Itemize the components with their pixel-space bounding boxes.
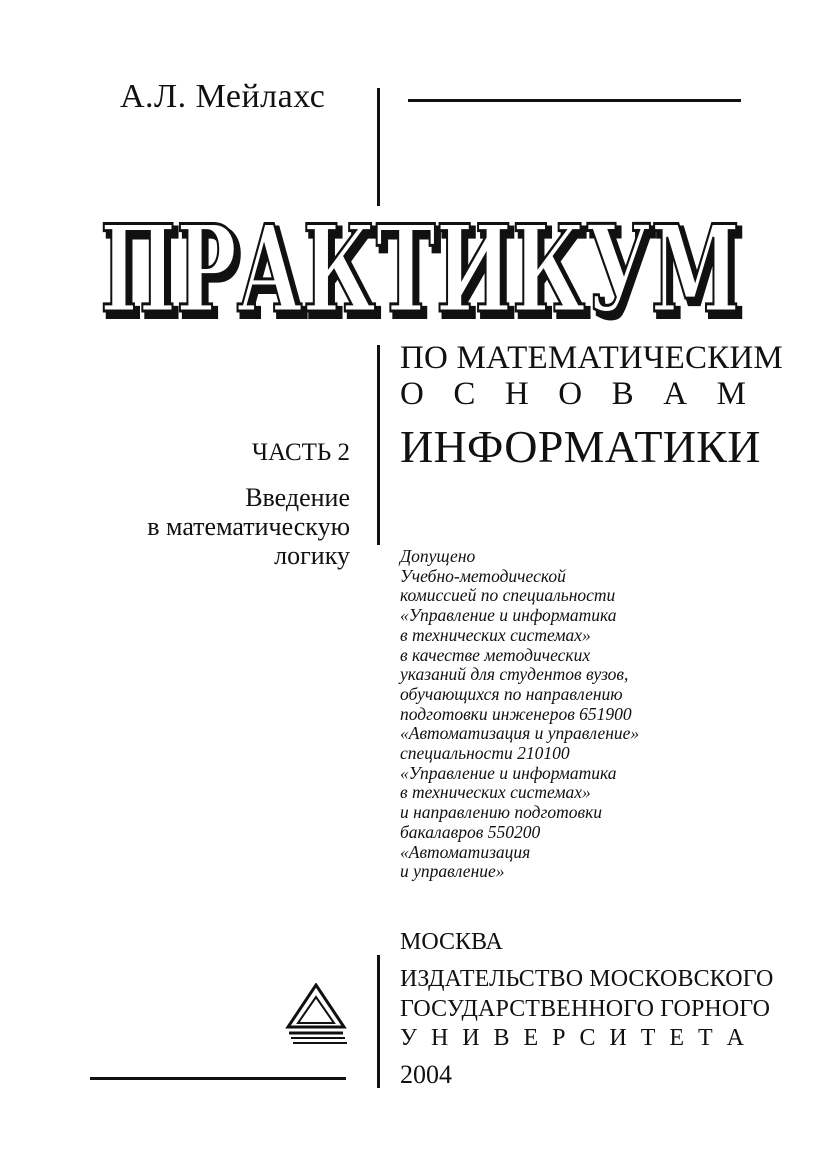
subtitle-letter: О bbox=[400, 376, 424, 412]
publisher-line-1: ИЗДАТЕЛЬСТВО МОСКОВСКОГО bbox=[400, 966, 774, 992]
part-subtitle-line: логику bbox=[274, 541, 350, 570]
approval-line: бакалавров 550200 bbox=[400, 821, 541, 842]
publisher-letter: Е bbox=[523, 1025, 539, 1051]
part-subtitle bbox=[50, 483, 350, 570]
approval-line: в качестве методических bbox=[400, 644, 591, 665]
subtitle-letter: А bbox=[663, 376, 688, 412]
part-subtitle-line: Введение bbox=[245, 483, 350, 512]
publisher-line-3 bbox=[400, 1025, 744, 1052]
approval-line: «Управление и информатика bbox=[400, 605, 617, 626]
subtitle-letter: Н bbox=[504, 376, 529, 412]
approval-line: и управление» bbox=[400, 861, 505, 882]
approval-line: указаний для студентов вузов, bbox=[400, 664, 629, 685]
subtitle-letter: В bbox=[611, 376, 634, 412]
subtitle-letter: С bbox=[453, 376, 476, 412]
subtitle-line-2 bbox=[400, 376, 746, 413]
bottom-horizontal-rule bbox=[90, 1077, 346, 1080]
publication-year: 2004 bbox=[400, 1060, 452, 1089]
top-horizontal-rule bbox=[408, 99, 741, 102]
approval-line: «Управление и информатика bbox=[400, 762, 617, 783]
publisher-letter: А bbox=[726, 1025, 744, 1051]
approval-line: в технических системах» bbox=[400, 624, 591, 645]
publisher-letter: Н bbox=[430, 1025, 449, 1051]
approval-line: обучающихся по направлению bbox=[400, 683, 623, 704]
approval-line: Допущено bbox=[400, 546, 476, 566]
publisher-city: МОСКВА bbox=[400, 929, 503, 955]
publisher-letter: Е bbox=[669, 1025, 685, 1051]
approval-line: Учебно-методической bbox=[400, 565, 566, 586]
title-outline: ПРАКТИКУМ bbox=[100, 199, 740, 340]
publisher-letter: И bbox=[462, 1025, 480, 1051]
bottom-vertical-rule bbox=[377, 955, 380, 1088]
publisher-letter: И bbox=[609, 1025, 627, 1051]
author-name: А.Л. Мейлахс bbox=[120, 78, 326, 115]
approval-line: специальности 210100 bbox=[400, 743, 570, 764]
publisher-letter: С bbox=[579, 1025, 596, 1051]
approval-note bbox=[400, 547, 700, 882]
part-label: ЧАСТЬ 2 bbox=[251, 439, 350, 466]
approval-line: в технических системах» bbox=[400, 782, 591, 803]
subtitle-letter: М bbox=[716, 376, 746, 412]
publisher-letter: Р bbox=[552, 1025, 566, 1051]
approval-line: комиссией по специальности bbox=[400, 585, 616, 606]
title-shadow: ПРАКТИКУМ bbox=[104, 204, 744, 345]
subtitle-letter: О bbox=[558, 376, 583, 412]
publisher-letter: У bbox=[400, 1025, 417, 1051]
approval-line: «Автоматизация и управление» bbox=[400, 723, 640, 744]
subtitle-line-3: ИНФОРМАТИКИ bbox=[400, 421, 761, 472]
publisher-line-2: ГОСУДАРСТВЕННОГО ГОРНОГО bbox=[400, 996, 771, 1022]
approval-line: и направлению подготовки bbox=[400, 802, 603, 823]
approval-line: «Автоматизация bbox=[400, 841, 531, 862]
part-subtitle-line: в математическую bbox=[147, 512, 350, 541]
publisher-letter: Т bbox=[697, 1025, 713, 1051]
book-title bbox=[90, 199, 750, 345]
publisher-triangle-book-icon bbox=[283, 983, 349, 1047]
publisher-letter: Т bbox=[640, 1025, 656, 1051]
top-vertical-rule bbox=[377, 88, 380, 206]
subtitle-line-1: ПО МАТЕМАТИЧЕСКИМ bbox=[400, 340, 783, 376]
middle-vertical-rule bbox=[377, 345, 380, 545]
approval-line: подготовки инженеров 651900 bbox=[400, 703, 632, 724]
publisher-letter: В bbox=[493, 1025, 510, 1051]
